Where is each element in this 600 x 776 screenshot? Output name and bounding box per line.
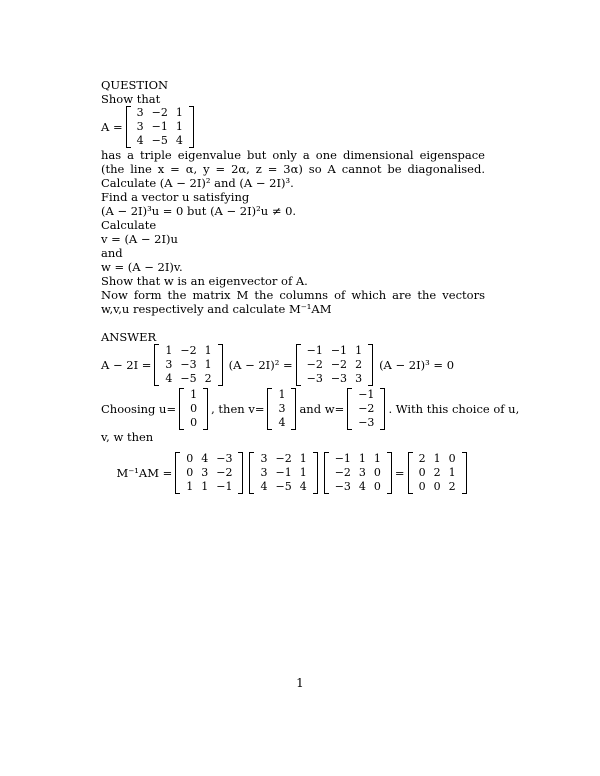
matrix-cell: 4: [260, 480, 268, 493]
find-vector-text: Find a vector u satisfying: [101, 190, 250, 204]
question-heading: QUESTION: [101, 78, 169, 92]
matrix-row: [331, 466, 385, 480]
matrix-cell: −5: [275, 480, 292, 493]
page-number: 1: [296, 676, 304, 690]
matrix-row: [415, 466, 460, 480]
matrix-cell: 3: [260, 452, 268, 465]
matrix-cell: −2: [306, 358, 323, 371]
matrix-cell: 2: [433, 466, 441, 479]
matrix-jordan: [408, 452, 467, 494]
matrix-row: [186, 402, 201, 416]
matrix-cell: −1: [216, 480, 233, 493]
matrix-cell: 1: [373, 452, 381, 465]
matrix-row: [186, 388, 201, 402]
matrix-cell: 1: [355, 344, 363, 357]
matrix-cell: −2: [334, 466, 351, 479]
matrix-cell: 1: [201, 480, 209, 493]
matrix-cell: 4: [358, 480, 366, 493]
matrix-row: [331, 480, 385, 494]
matrix-cell: 3: [278, 402, 286, 415]
matrix-cell: 2: [418, 452, 426, 465]
matrix-cell: −1: [358, 388, 375, 401]
matrix-cell: −5: [151, 134, 168, 147]
matrix-cell: 3: [136, 120, 144, 133]
matrix-cell: 4: [136, 134, 144, 147]
matrix-row: [303, 344, 366, 358]
form-matrix-text: Now form the matrix M the columns of which are the vectors w,v,u respectively and calculate M⁻¹AM: [101, 288, 485, 316]
matrix-row: [415, 480, 460, 494]
matrix-A-equation: [101, 106, 485, 148]
matrix-cell: 0: [186, 452, 194, 465]
matrix-cell: −1: [334, 452, 351, 465]
matrix-cell: 1: [175, 106, 183, 119]
matrix-cell: 4: [299, 480, 307, 493]
matrix-row: [256, 480, 310, 494]
matrix-cell: −2: [180, 344, 197, 357]
choice-text: . With this choice of u,: [388, 402, 520, 416]
and-w-label: and w=: [299, 402, 345, 416]
matrix-cell: 1: [190, 388, 198, 401]
matrix-cell: 2: [204, 372, 212, 385]
matrix-row: [354, 388, 378, 402]
matrix-cell: 1: [165, 344, 173, 357]
final-product-equation: [101, 452, 485, 494]
answer-heading: ANSWER: [101, 330, 157, 344]
matrix-cell: −2: [358, 402, 375, 415]
matrix-cell: 1: [204, 344, 212, 357]
A2I-label: A − 2I =: [101, 358, 152, 372]
matrix-cell: −2: [275, 452, 292, 465]
vw-then-text: v, w then: [101, 430, 154, 444]
matrix-cell: 4: [175, 134, 183, 147]
matrix-cell: −3: [306, 372, 323, 385]
A2I-squared-label: (A − 2I)² =: [228, 358, 293, 372]
matrix-row: [161, 344, 215, 358]
matrix-row: [354, 402, 378, 416]
matrix-cell: 2: [355, 358, 363, 371]
show-w-text: Show that w is an eigenvector of A.: [101, 274, 308, 288]
matrix-cell: 1: [299, 452, 307, 465]
condition-text: (A − 2I)³u = 0 but (A − 2I)²u ≠ 0.: [101, 204, 297, 218]
matrix-cell: 3: [201, 466, 209, 479]
show-that-text: Show that: [101, 92, 161, 106]
matrix-cell: 3: [260, 466, 268, 479]
matrix-M-inverse: [175, 452, 243, 494]
matrix-cell: 0: [448, 452, 456, 465]
matrix-row: [274, 402, 289, 416]
matrix-cell: −2: [216, 466, 233, 479]
matrix-row: [182, 452, 236, 466]
A-label: A =: [101, 120, 123, 134]
matrix-row: [133, 120, 187, 134]
matrix-cell: 3: [165, 358, 173, 371]
matrix-M: [324, 452, 392, 494]
then-v-label: , then v=: [211, 402, 265, 416]
choosing-label: Choosing u=: [101, 402, 177, 416]
matrix-cell: 1: [186, 480, 194, 493]
matrix-cell: 2: [448, 480, 456, 493]
matrix-cell: −2: [151, 106, 168, 119]
matrix-cell: −3: [358, 416, 375, 429]
answer-powers-row: [101, 344, 485, 386]
matrix-cell: 1: [299, 466, 307, 479]
matrix-cell: 1: [358, 452, 366, 465]
vector-u: [179, 388, 208, 430]
vector-w: [347, 388, 385, 430]
matrix-A-repeat: [249, 452, 317, 494]
and-text: and: [101, 246, 123, 260]
matrix-row: [256, 452, 310, 466]
matrix-cell: −3: [334, 480, 351, 493]
matrix-cell: 3: [136, 106, 144, 119]
matrix-cell: 1: [204, 358, 212, 371]
matrix-cell: 0: [186, 466, 194, 479]
matrix-cell: 0: [190, 402, 198, 415]
choosing-row: [101, 388, 520, 430]
matrix-row: [415, 452, 460, 466]
document-page: [101, 78, 520, 494]
matrix-cell: 0: [433, 480, 441, 493]
matrix-cell: 0: [373, 466, 381, 479]
matrix-cell: 0: [373, 480, 381, 493]
M-inv-AM-label: M⁻¹AM =: [116, 466, 173, 480]
matrix-row: [182, 480, 236, 494]
matrix-row: [331, 452, 385, 466]
A2I-cubed-text: (A − 2I)³ = 0: [379, 358, 455, 372]
matrix-cell: −1: [275, 466, 292, 479]
matrix-row: [256, 466, 310, 480]
matrix-cell: 0: [418, 466, 426, 479]
matrix-cell: 4: [201, 452, 209, 465]
matrix-cell: 1: [448, 466, 456, 479]
matrix-cell: −5: [180, 372, 197, 385]
matrix-cell: 1: [175, 120, 183, 133]
matrix-cell: 4: [165, 372, 173, 385]
matrix-row: [133, 134, 187, 148]
matrix-row: [161, 372, 215, 386]
matrix-cell: −2: [330, 358, 348, 371]
matrix-row: [186, 416, 201, 430]
matrix-cell: 4: [278, 416, 286, 429]
calculate-text: Calculate: [101, 218, 157, 232]
matrix-cell: −1: [151, 120, 168, 133]
matrix-cell: −3: [180, 358, 197, 371]
matrix-cell: 0: [418, 480, 426, 493]
matrix-row: [182, 466, 236, 480]
matrix-row: [303, 358, 366, 372]
matrix-row: [274, 416, 289, 430]
matrix-cell: 1: [433, 452, 441, 465]
matrix-cell: 1: [278, 388, 286, 401]
w-definition: w = (A − 2I)v.: [101, 260, 183, 274]
matrix-cell: 3: [358, 466, 366, 479]
matrix-row: [133, 106, 187, 120]
matrix-row: [274, 388, 289, 402]
eigen-text: has a triple eigenvalue but only a one dimensional eigenspace (the line x = α, y = 2α, z = 3α) so A cannot be diagonalised. Calculate (A − 2I)² and (A − 2I)³.: [101, 148, 485, 190]
matrix-row: [303, 372, 366, 386]
vector-v: [267, 388, 296, 430]
matrix-cell: −1: [330, 344, 348, 357]
matrix-cell: −1: [306, 344, 323, 357]
matrix-cell: 0: [190, 416, 198, 429]
equals-sign: =: [394, 466, 405, 480]
matrix-A-minus-2I: [154, 344, 222, 386]
matrix-cell: −3: [330, 372, 348, 385]
matrix-cell: −3: [216, 452, 233, 465]
v-definition: v = (A − 2I)u: [101, 232, 178, 246]
matrix-row: [354, 416, 378, 430]
matrix-cell: 3: [355, 372, 363, 385]
matrix-row: [161, 358, 215, 372]
matrix-A: [126, 106, 194, 148]
matrix-A-minus-2I-squared: [296, 344, 373, 386]
